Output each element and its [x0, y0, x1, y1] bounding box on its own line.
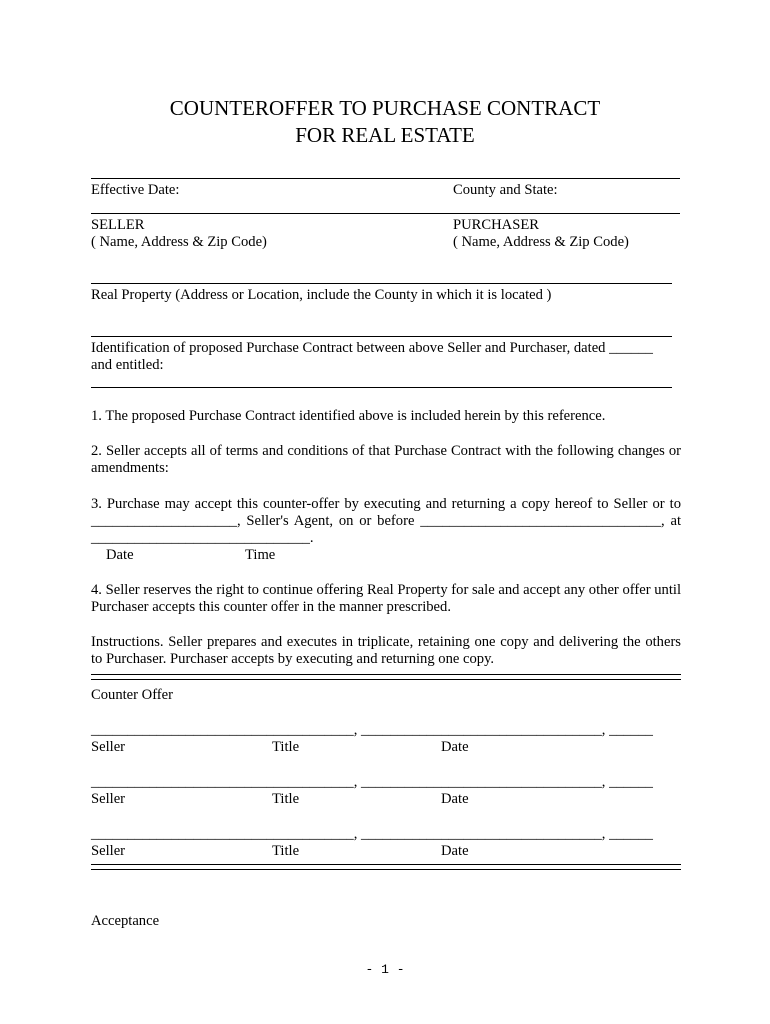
row3-date-label: Date [441, 843, 469, 859]
clause-2: 2. Seller accepts all of terms and conditions of that Purchase Contract with the following changes or amendments: [91, 443, 681, 476]
page-number: - 1 - [365, 962, 405, 977]
row1-seller-label: Seller [91, 739, 126, 755]
double-rule-bottom [91, 864, 681, 870]
document-title-line2: FOR REAL ESTATE [295, 123, 475, 147]
clause-4: 4. Seller reserves the right to continue offering Real Property for sale and accept any other offer until Purchaser accepts this counter offer in the manner prescribed. [91, 582, 681, 615]
row1-title-label: Title [272, 739, 300, 755]
identification-rule [91, 336, 672, 337]
identification-line1: Identification of proposed Purchase Contract between above Seller and Purchaser, dated ______ [91, 340, 653, 356]
clause-1: 1. The proposed Purchase Contract identified above is included herein by this reference. [91, 408, 606, 424]
row3-title-label: Title [272, 843, 300, 859]
clause-3-line1: 3. Purchase may accept this counter-offer by executing and returning a copy hereof to Seller or to [91, 496, 681, 512]
row2-title-label: Title [272, 791, 300, 807]
document-title-line1: COUNTEROFFER TO PURCHASE CONTRACT [169, 96, 601, 120]
identification-line2: and entitled: [91, 357, 164, 373]
entitled-rule [91, 387, 672, 388]
double-rule-top [91, 674, 681, 680]
counter-offer-heading: Counter Offer [91, 687, 173, 703]
clause-3-time-label: Time [245, 547, 276, 563]
row2-date-label: Date [441, 791, 469, 807]
clause-3-line2: ____________________, Seller's Agent, on or before _________________________________, at [91, 513, 681, 529]
real-property-label: Real Property (Address or Location, include the County in which it is located ) [91, 287, 552, 303]
header-top-rule [91, 178, 680, 179]
effective-date-label: Effective Date: [91, 182, 180, 198]
clause-3-date-label: Date [106, 547, 134, 563]
property-rule [91, 283, 672, 284]
header-mid-rule [91, 213, 680, 214]
row1-date-label: Date [441, 739, 469, 755]
seller-subtitle: ( Name, Address & Zip Code) [91, 234, 267, 250]
seller-label: SELLER [91, 217, 145, 233]
purchaser-label: PURCHASER [453, 217, 539, 233]
acceptance-heading: Acceptance [91, 913, 160, 929]
signature-line-1: ____________________________________, _________________________________, ______ [91, 722, 653, 738]
row3-seller-label: Seller [91, 843, 126, 859]
instructions: Instructions. Seller prepares and executes in triplicate, retaining one copy and delivering the others to Purchaser. Purchaser accepts by executing and returning one copy. [91, 634, 681, 667]
signature-line-2: ____________________________________, _________________________________, ______ [91, 774, 653, 790]
purchaser-subtitle: ( Name, Address & Zip Code) [453, 234, 629, 250]
county-state-label: County and State: [453, 182, 558, 198]
row2-seller-label: Seller [91, 791, 126, 807]
signature-line-3: ____________________________________, _________________________________, ______ [91, 826, 653, 842]
clause-3-line3: ______________________________. [91, 530, 314, 546]
